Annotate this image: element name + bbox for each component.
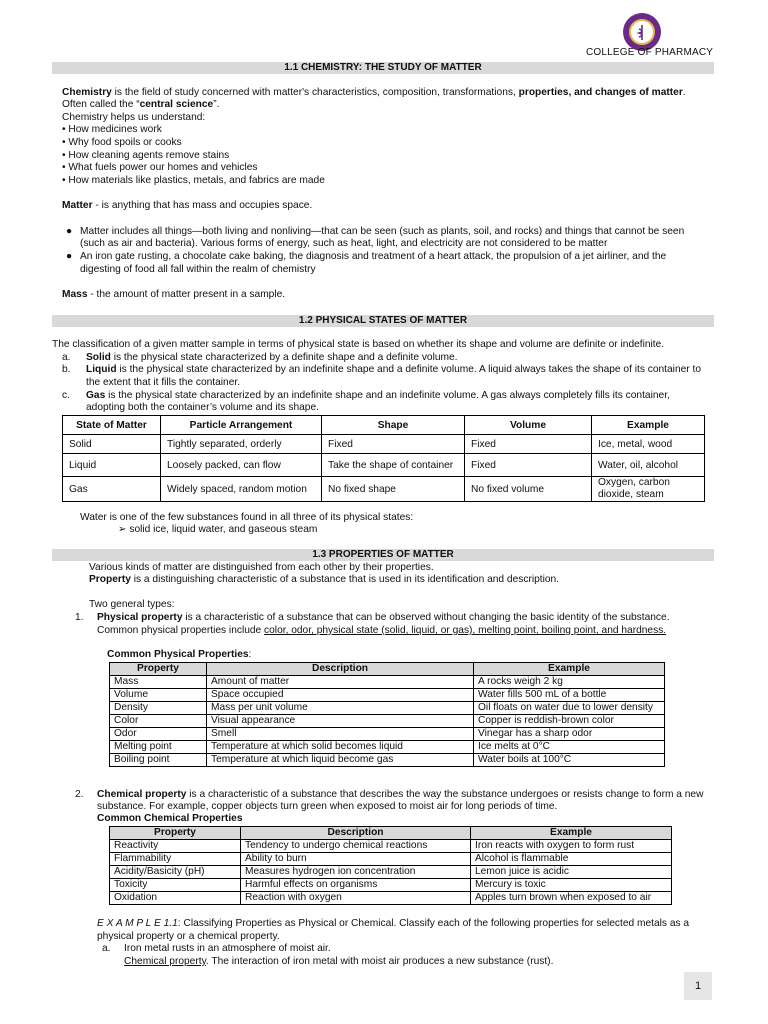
table-row: [110, 728, 665, 741]
table-cell: Gas: [63, 477, 161, 502]
physical-property-definition: Physical property is a characteristic of a substance that can be observed without changing the basic identity of the substance.: [97, 612, 670, 623]
item-label: a.: [62, 352, 71, 363]
physical-properties-table: [109, 662, 665, 767]
item-number: 1.: [75, 612, 84, 623]
property-definition: Property is a distinguishing characteristic of a substance that is used in its identification and description.: [89, 574, 560, 585]
table-cell: Odor: [110, 728, 207, 741]
list-item: • Why food spoils or cooks: [62, 137, 182, 148]
item-label: c.: [62, 390, 70, 401]
table-row: [110, 689, 665, 702]
bullet-dot: ●: [66, 226, 73, 237]
list-item: • How medicines work: [62, 124, 162, 135]
table-row: [110, 840, 672, 853]
water-subpoint: ➢ solid ice, liquid water, and gaseous steam: [118, 524, 318, 535]
example-heading: E X A M P L E 1.1: Classifying Properties as Physical or Chemical. Classify each of the following properties for selected metals as a: [97, 918, 690, 929]
list-item: • How materials like plastics, metals, and fabrics are made: [62, 175, 325, 186]
college-name: COLLEGE OF PHARMACY: [586, 47, 714, 58]
table-header-row: [110, 663, 665, 676]
item-label: a.: [102, 943, 111, 954]
table-cell: Smell: [207, 728, 474, 741]
table-cell: Tendency to undergo chemical reactions: [241, 840, 471, 853]
table-cell: Water, oil, alcohol: [592, 454, 705, 477]
liquid-definition-cont: the extent that it fills the container.: [86, 377, 241, 388]
table-row: [110, 702, 665, 715]
table-cell: Widely spaced, random motion: [161, 477, 322, 502]
table-cell: Space occupied: [207, 689, 474, 702]
section-title-1-1: 1.1 CHEMISTRY: THE STUDY OF MATTER: [52, 62, 714, 74]
table-row: [110, 892, 672, 905]
example-answer-a: Chemical property. The interaction of iron metal with moist air produces a new substance (rust).: [124, 956, 554, 967]
gas-definition-cont: adopting both the container’s volume and its shape.: [86, 402, 319, 413]
table-cell: Copper is reddish-brown color: [474, 715, 665, 728]
table-cell: Temperature at which solid becomes liquid: [207, 741, 474, 754]
matter-definition: Matter - is anything that has mass and occupies space.: [62, 200, 313, 211]
states-intro: The classification of a given matter sample in terms of physical state is based on whether its shape and volume are definite or indefinite.: [52, 339, 665, 350]
table-row: [63, 435, 705, 454]
page-number: 1: [684, 972, 712, 1000]
column-header: Example: [592, 416, 705, 435]
column-header: Volume: [465, 416, 592, 435]
solid-definition: Solid is the physical state characterized by a definite shape and a definite volume.: [86, 352, 458, 363]
liquid-definition: Liquid is the physical state characterized by an indefinite shape and a definite volume. A liquid always takes the shape of its container to: [86, 364, 701, 375]
table-cell: Reaction with oxygen: [241, 892, 471, 905]
table-cell: Mass: [110, 676, 207, 689]
table-row: [110, 853, 672, 866]
table-cell: No fixed shape: [322, 477, 465, 502]
table-row: [110, 676, 665, 689]
table-cell: Ability to burn: [241, 853, 471, 866]
table-row: [110, 754, 665, 767]
table-cell: Reactivity: [110, 840, 241, 853]
states-table: [62, 415, 705, 502]
example-heading-cont: physical property or a chemical property.: [97, 931, 280, 942]
table-row: [63, 477, 705, 502]
chemical-properties-table: [109, 826, 672, 905]
table-cell: Visual appearance: [207, 715, 474, 728]
column-header: Particle Arrangement: [161, 416, 322, 435]
table-cell: Iron reacts with oxygen to form rust: [471, 840, 672, 853]
table-cell: Liquid: [63, 454, 161, 477]
college-logo: [623, 13, 661, 51]
table-header-row: [63, 416, 705, 435]
table-cell: Vinegar has a sharp odor: [474, 728, 665, 741]
table-cell: Take the shape of container: [322, 454, 465, 477]
table-cell: Harmful effects on organisms: [241, 879, 471, 892]
matter-bullet-1-line-1: Matter includes all things—both living and nonliving—that can be seen (such as plants, soil, and rocks) and things that cannot be seen: [80, 226, 685, 237]
table-cell: Melting point: [110, 741, 207, 754]
item-label: b.: [62, 364, 71, 375]
table-cell: A rocks weigh 2 kg: [474, 676, 665, 689]
chemistry-definition: Chemistry is the field of study concerned with matter's characteristics, composition, transformations, properties, and changes of matter.: [62, 87, 686, 98]
table-cell: Ice melts at 0°C: [474, 741, 665, 754]
table-cell: Lemon juice is acidic: [471, 866, 672, 879]
table-cell: Measures hydrogen ion concentration: [241, 866, 471, 879]
table-row: [63, 454, 705, 477]
matter-bullet-2-line-2: digesting of food all fall within the realm of chemistry: [80, 264, 316, 275]
table-cell: Boiling point: [110, 754, 207, 767]
chemical-property-definition-cont: substance. For example, copper objects turn green when exposed to moist air for long periods of time.: [97, 801, 558, 812]
table-row: [110, 715, 665, 728]
table-cell: Fixed: [322, 435, 465, 454]
table-cell: Volume: [110, 689, 207, 702]
table-cell: Alcohol is flammable: [471, 853, 672, 866]
table-cell: Acidity/Basicity (pH): [110, 866, 241, 879]
table-cell: Density: [110, 702, 207, 715]
table-header-row: [110, 827, 672, 840]
column-header: Example: [474, 663, 665, 676]
chemical-property-definition: Chemical property is a characteristic of a substance that describes the way the substance undergoes or resists change to form a new: [97, 789, 704, 800]
section-title-1-3: 1.3 PROPERTIES OF MATTER: [52, 549, 714, 561]
table-cell: Oxygen, carbon dioxide, steam: [592, 477, 705, 502]
column-header: Description: [207, 663, 474, 676]
table-row: [110, 741, 665, 754]
helps-line: Chemistry helps us understand:: [62, 112, 206, 123]
table-cell: Solid: [63, 435, 161, 454]
table-cell: Amount of matter: [207, 676, 474, 689]
table-cell: Mercury is toxic: [471, 879, 672, 892]
table-row: [110, 879, 672, 892]
table-cell: Fixed: [465, 454, 592, 477]
table-cell: Tightly separated, orderly: [161, 435, 322, 454]
table-cell: Fixed: [465, 435, 592, 454]
column-header: Property: [110, 663, 207, 676]
example-item-a: Iron metal rusts in an atmosphere of moist air.: [124, 943, 331, 954]
column-header: Example: [471, 827, 672, 840]
central-science-line: Often called the “central science”.: [62, 99, 220, 110]
table-cell: Ice, metal, wood: [592, 435, 705, 454]
table-cell: Oxidation: [110, 892, 241, 905]
table-cell: Color: [110, 715, 207, 728]
table-cell: No fixed volume: [465, 477, 592, 502]
matter-bullet-1-line-2: (such as air and bacteria). Various forms of energy, such as heat, light, and electricity are not considered to be matter: [80, 238, 608, 249]
table-cell: Temperature at which liquid become gas: [207, 754, 474, 767]
chemical-table-title: Common Chemical Properties: [97, 813, 243, 824]
list-item: • How cleaning agents remove stains: [62, 150, 230, 161]
physical-table-title: Common Physical Properties:: [107, 649, 252, 660]
column-header: State of Matter: [63, 416, 161, 435]
column-header: Description: [241, 827, 471, 840]
mass-definition: Mass - the amount of matter present in a sample.: [62, 289, 286, 300]
table-cell: Toxicity: [110, 879, 241, 892]
caduceus-icon: [629, 19, 655, 45]
gas-definition: Gas is the physical state characterized by an indefinite shape and an indefinite volume. A gas always completely fills its container,: [86, 390, 670, 401]
item-number: 2.: [75, 789, 84, 800]
column-header: Property: [110, 827, 241, 840]
table-cell: Water boils at 100°C: [474, 754, 665, 767]
section-title-1-2: 1.2 PHYSICAL STATES OF MATTER: [52, 315, 714, 327]
matter-bullet-2-line-1: An iron gate rusting, a chocolate cake baking, the diagnosis and treatment of a heart attack, the propulsion of a jet airliner, and the: [80, 251, 667, 262]
two-types-line: Two general types:: [89, 599, 175, 610]
table-cell: Flammability: [110, 853, 241, 866]
table-cell: Oil floats on water due to lower density: [474, 702, 665, 715]
list-item: • What fuels power our homes and vehicles: [62, 162, 258, 173]
table-cell: Apples turn brown when exposed to air: [471, 892, 672, 905]
table-cell: Mass per unit volume: [207, 702, 474, 715]
table-cell: Loosely packed, can flow: [161, 454, 322, 477]
water-line: Water is one of the few substances found in all three of its physical states:: [80, 512, 414, 523]
column-header: Shape: [322, 416, 465, 435]
table-cell: Water fills 500 mL of a bottle: [474, 689, 665, 702]
bullet-dot: ●: [66, 251, 73, 262]
physical-common-line: Common physical properties include color, odor, physical state (solid, liquid, or gas), melting point, boiling point, and hardness.: [97, 625, 667, 636]
properties-intro: Various kinds of matter are distinguished from each other by their properties.: [89, 562, 434, 573]
table-row: [110, 866, 672, 879]
